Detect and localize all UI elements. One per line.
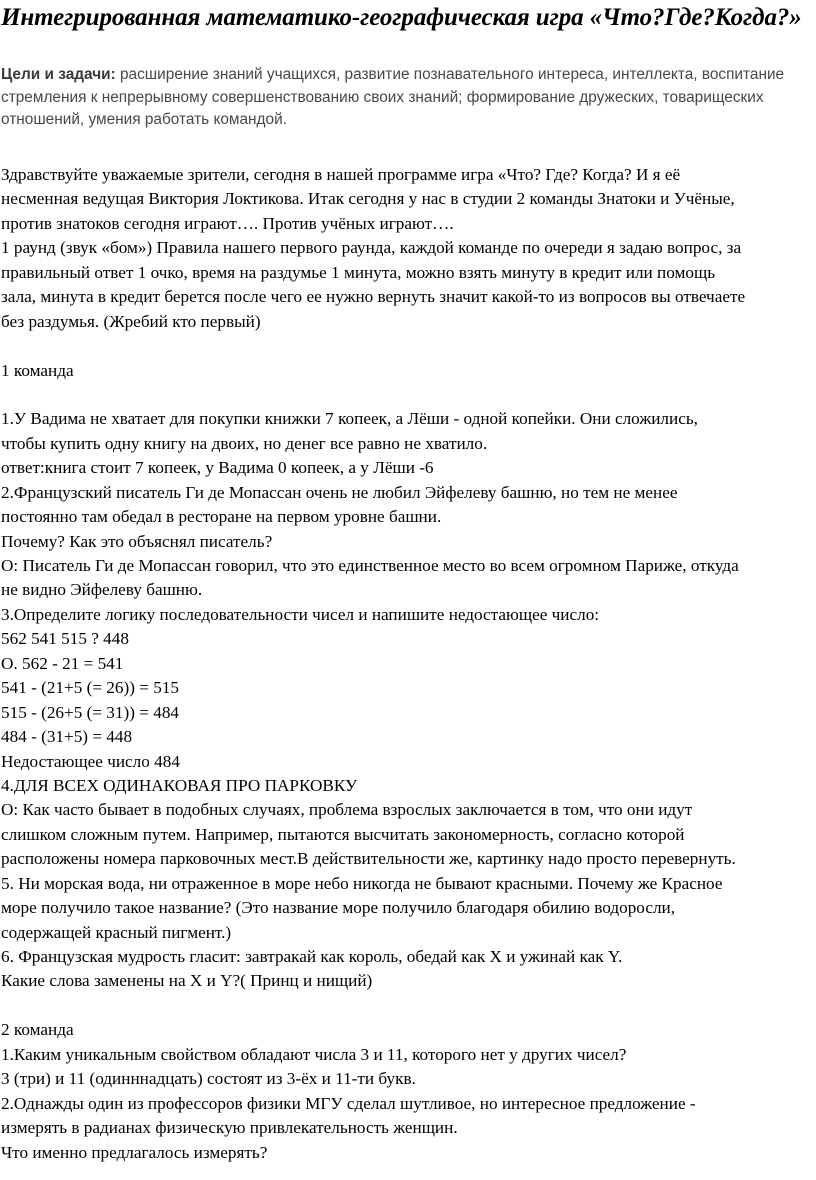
text-line: против знатоков сегодня играют…. Против учёных играют…. (1, 213, 454, 233)
text-line: 515 - (26+5 (= 31)) = 484 (1, 702, 180, 722)
text-line: Недостающее число 484 (1, 751, 180, 771)
goals-label: Цели и задачи: (1, 66, 116, 83)
text-line: Какие слова заменены на X и Y?( Принц и нищий) (1, 971, 373, 991)
text-line: 5. Ни морская вода, ни отраженное в море небо никогда не бывают красными. Почему же Красное (1, 873, 723, 893)
text-line: О: Писатель Ги де Мопассан говорил, что это единственное место во всем огромном Париже, откуда (1, 556, 739, 575)
blank-line (1, 334, 814, 358)
blank-line (1, 994, 814, 1018)
goals-paragraph (1, 64, 806, 132)
text-line: содержащей красный пигмент.) (1, 922, 232, 942)
text-line: правильный ответ 1 очко, время на раздумье 1 минута, можно взять минуту в кредит или помощь (1, 262, 716, 282)
text-line: 3 (три) и 11 (одинннадцать) состоят из 3-ёх и 11-ти букв. (1, 1069, 416, 1089)
text-line: 562 541 515 ? 448 (1, 629, 129, 649)
text-line: расположены номера парковочных мест.В действительности же, картинку надо просто перевернуть. (1, 849, 736, 869)
text-line: несменная ведущая Виктория Локтикова. Итак сегодня у нас в студии 2 команды Знатоки и Учёные, (1, 189, 735, 209)
text-line: слишком сложным путем. Например, пытаются высчитать закономерность, согласно которой (1, 824, 685, 844)
text-line: 6. Французская мудрость гласит: завтракай как король, обедай как X и ужинай как Y. (1, 947, 623, 966)
text-line: 1 раунд (звук «бом») Правила нашего первого раунда, каждой команде по очереди я задаю вопрос, за (1, 238, 742, 258)
blank-line (1, 383, 814, 407)
text-line: 4.ДЛЯ ВСЕХ ОДИНАКОВАЯ ПРО ПАРКОВКУ (1, 775, 358, 795)
text-line: море получило такое название? (Это название море получило благодаря обилию водоросли, (1, 898, 676, 918)
text-line: без раздумья. (Жребий кто первый) (1, 311, 261, 331)
document-body (1, 163, 814, 1165)
goals-text: расширение знаний учащихся, развитие познавательного интереса, интеллекта, воспитание стремления к непрерывному совершенствованию своих знаний; формирование дружеских, товарищеских отношений, умения работать командой. (1, 66, 785, 129)
text-line: 2 команда (1, 1020, 74, 1040)
text-line: О: Как часто бывает в подобных случаях, проблема взрослых заключается в том, что они идут (1, 800, 693, 820)
text-line: зала, минута в кредит берется после чего ее нужно вернуть значит какой-то из вопросов вы отвечаете (1, 287, 746, 307)
text-line: ответ:книга стоит 7 копеек, у Вадима 0 копеек, а у Лёши -6 (1, 458, 434, 478)
text-line: 2.Однажды один из профессоров физики МГУ сделал шутливое, но интересное предложение - (1, 1093, 696, 1113)
text-line: Почему? Как это объяснял писатель? (1, 531, 273, 551)
text-line: 1 команда (1, 360, 74, 380)
text-line: Что именно предлагалось измерять? (1, 1142, 268, 1162)
text-line: 1.У Вадима не хватает для покупки книжки 7 копеек, а Лёши - одной копейки. Они сложились, (1, 409, 698, 429)
text-line: 541 - (21+5 (= 26)) = 515 (1, 678, 180, 698)
text-line: 1.Каким уникальным свойством обладают числа 3 и 11, которого нет у других чисел? (1, 1044, 627, 1064)
document-title: Интегрированная математико-географическая игра «Что?Где?Когда?» (1, 4, 802, 31)
text-line: 484 - (31+5) = 448 (1, 727, 133, 747)
text-line: постоянно там обедал в ресторане на первом уровне башни. (1, 507, 442, 527)
text-line: не видно Эйфелеву башню. (1, 580, 203, 600)
text-line: Здравствуйте уважаемые зрители, сегодня в нашей программе игра «Что? Где? Когда? И я её (1, 165, 681, 184)
text-line: измерять в радианах физическую привлекательность женщин. (1, 1118, 458, 1138)
text-line: чтобы купить одну книгу на двоих, но денег все равно не хватило. (1, 433, 488, 453)
text-line: О. 562 - 21 = 541 (1, 653, 124, 673)
text-line: 2.Французский писатель Ги де Мопассан очень не любил Эйфелеву башню, но тем не менее (1, 482, 678, 502)
text-line: 3.Определите логику последовательности чисел и напишите недостающее число: (1, 604, 600, 624)
